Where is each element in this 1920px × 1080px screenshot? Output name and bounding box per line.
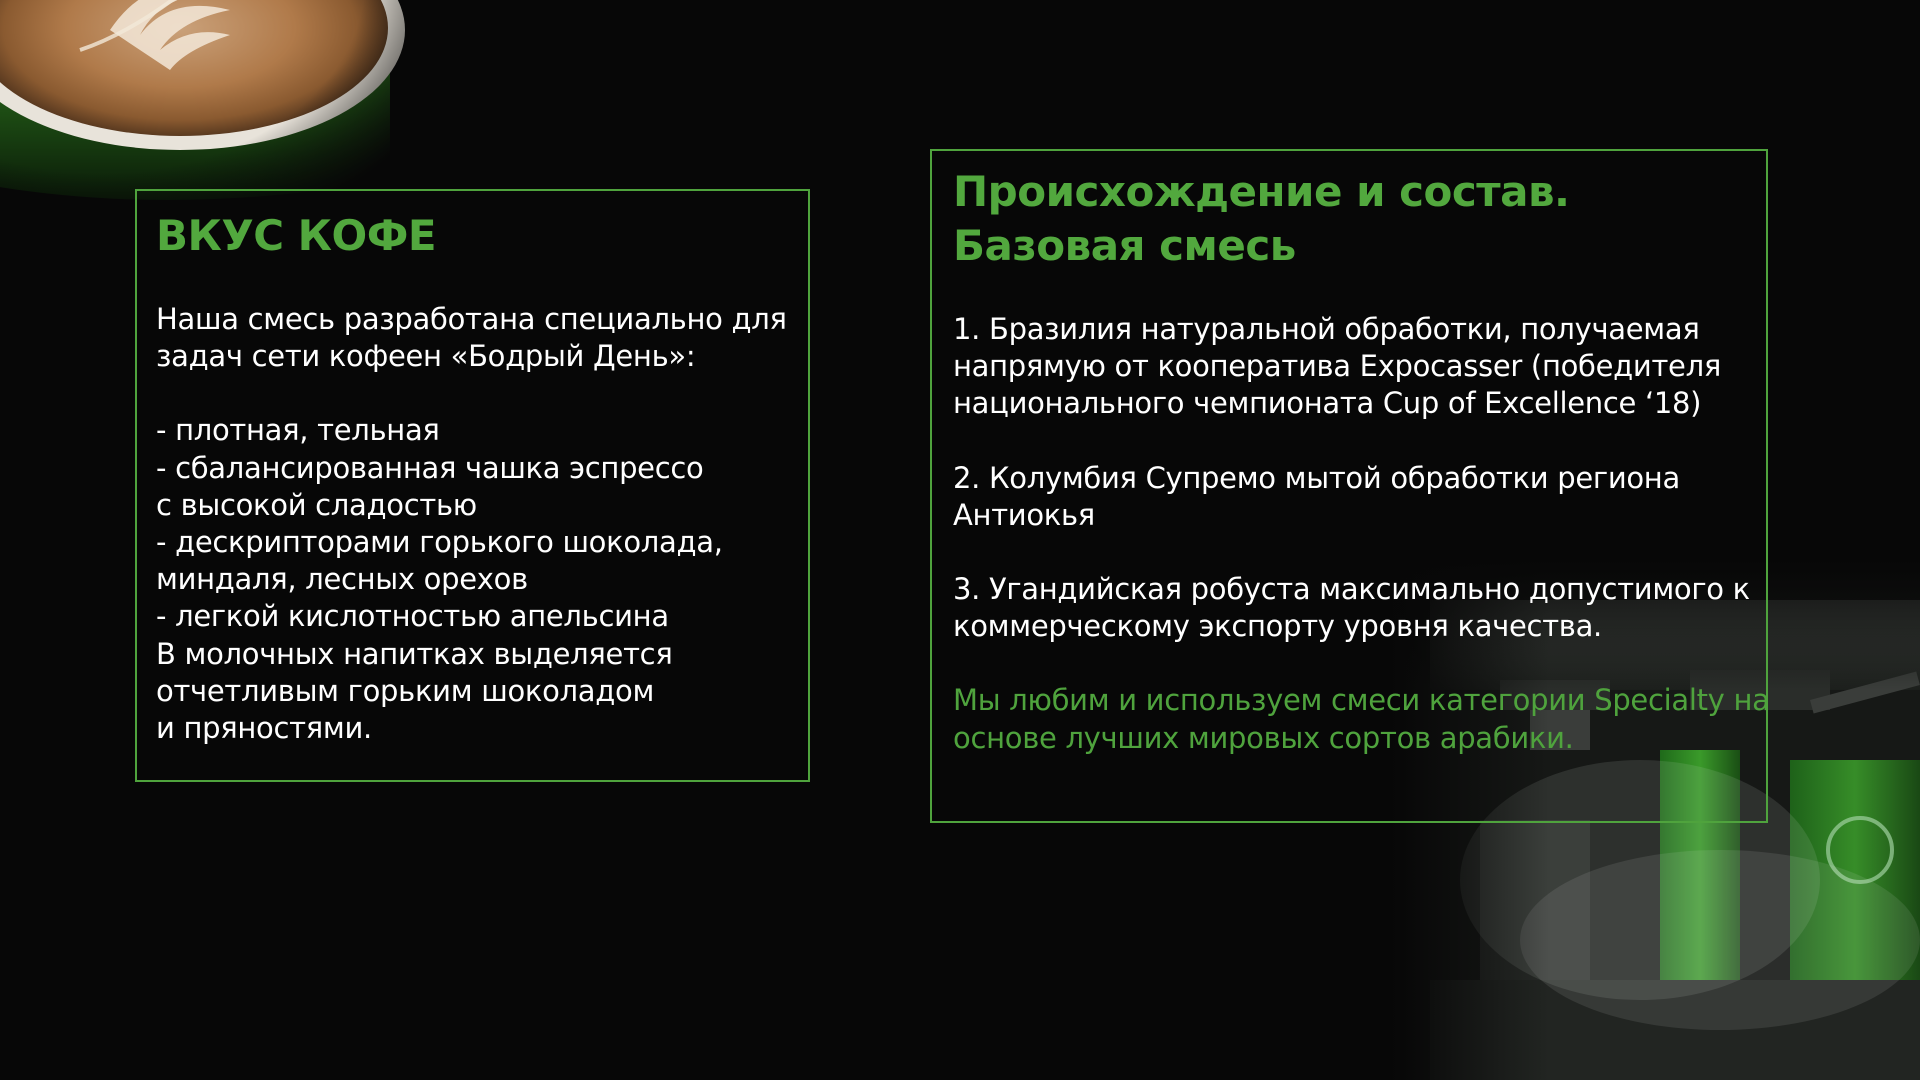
title-line: Происхождение и состав. [953, 167, 1570, 216]
blend-item [953, 571, 1752, 645]
feature-line: и пряностями. [156, 711, 372, 746]
specialty-closing-text [953, 682, 1770, 756]
closing-line: основе лучших мировых сортов арабики. [953, 720, 1574, 755]
origin-composition-box [930, 149, 1768, 823]
blend-item [953, 311, 1752, 423]
blend-item-line: Антиокья [953, 497, 1095, 532]
feature-line: - плотная, тельная [156, 413, 440, 448]
blend-item [953, 460, 1752, 534]
intro-line: Наша смесь разработана специально для [156, 302, 787, 336]
feature-line: - сбалансированная чашка эспрессо [156, 450, 704, 485]
feature-line: В молочных напитках выделяется [156, 636, 673, 671]
closing-line: Мы любим и используем смеси категории Specialty на [953, 683, 1770, 718]
feature-line: с высокой сладостью [156, 487, 477, 522]
blend-item-line: 2. Колумбия Супремо мытой обработки региона [953, 460, 1680, 495]
feature-line: отчетливым горьким шоколадом [156, 673, 655, 708]
feature-line: - дескрипторами горького шоколада, [156, 525, 723, 560]
latte-cup-image [0, 0, 430, 220]
blend-item-line: коммерческому экспорту уровня качества. [953, 609, 1602, 644]
coffee-taste-features [156, 412, 788, 747]
feature-line: - легкой кислотностью апельсина [156, 599, 669, 634]
feature-line: миндаля, лесных орехов [156, 562, 528, 597]
origin-composition-title [953, 165, 1752, 273]
blend-item-line: 3. Угандийская робуста максимально допустимого к [953, 572, 1750, 607]
coffee-taste-intro [156, 301, 788, 375]
blend-components-list [953, 311, 1770, 757]
coffee-taste-box [135, 189, 810, 782]
blend-item-line: напрямую от кооператива Expocasser (победителя [953, 349, 1721, 384]
blend-item-line: 1. Бразилия натуральной обработки, получаемая [953, 312, 1700, 346]
intro-line: задач сети кофеен «Бодрый День»: [156, 339, 696, 374]
coffee-taste-title: ВКУС КОФЕ [156, 211, 437, 260]
blend-item-line: национального чемпионата Cup of Excellence ‘18) [953, 386, 1702, 421]
title-line: Базовая смесь [953, 221, 1296, 270]
